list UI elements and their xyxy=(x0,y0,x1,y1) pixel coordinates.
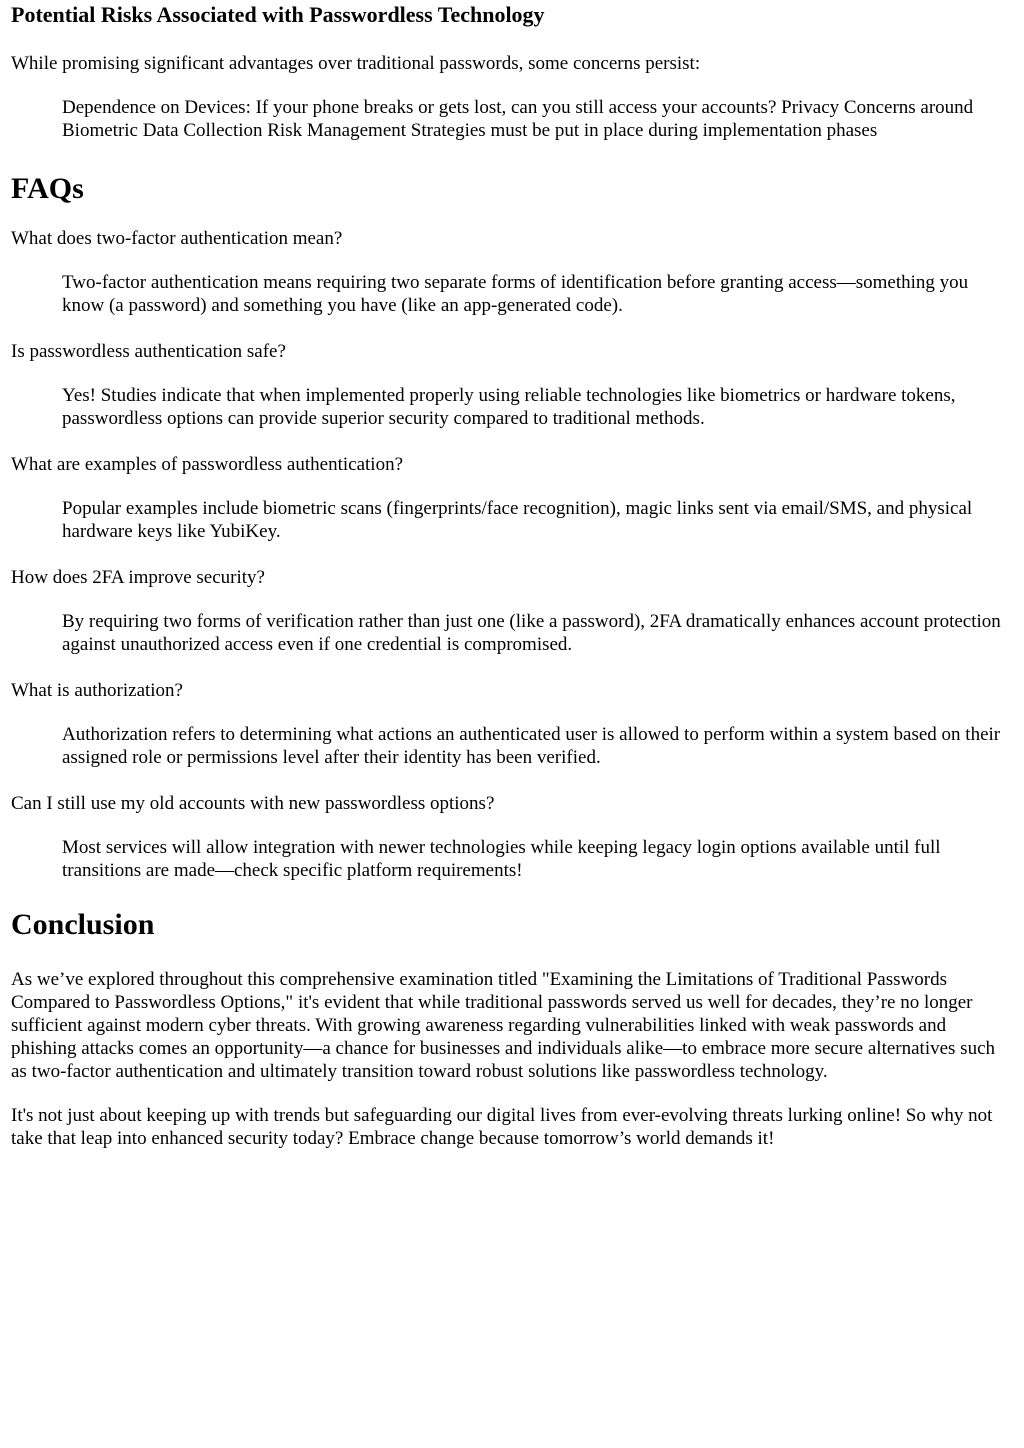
conclusion-paragraph: As we’ve explored throughout this comprehensive examination titled "Examining the Limitations of Traditional Passwords Compared to Passwordless Options," it's evident that while traditional passwords served us well for decades, they’re no longer sufficient against modern cyber threats. With growing awareness regarding vulnerabilities linked with weak passwords and phishing attacks comes an opportunity—a chance for businesses and individuals alike—to embrace more secure alternatives such as two-factor authentication and ultimately transition toward robust solutions like passwordless technology. xyxy=(11,969,996,1082)
faq-answer: Popular examples include biometric scans (fingerprints/face recognition), magic links sent via email/SMS, and physical hardware keys like YubiKey. xyxy=(62,498,973,542)
faq-answer: Authorization refers to determining what actions an authenticated user is allowed to perform within a system based on their assigned role or permissions level after their identity has been verified. xyxy=(62,724,1001,768)
conclusion-section xyxy=(11,908,1013,1150)
faq-question: What does two-factor authentication mean? xyxy=(11,228,343,249)
faq-answer: Yes! Studies indicate that when implemented properly using reliable technologies like biometrics or hardware tokens, passwordless options can provide superior security compared to traditional methods. xyxy=(62,385,956,429)
faq-question: What is authorization? xyxy=(11,680,183,701)
risks-intro: While promising significant advantages over traditional passwords, some concerns persist: xyxy=(11,53,701,74)
faq-question: Is passwordless authentication safe? xyxy=(11,341,286,362)
conclusion-paragraph: It's not just about keeping up with trends but safeguarding our digital lives from ever-evolving threats lurking online! So why not take that leap into enhanced security today? Embrace change because tomorrow’s world demands it! xyxy=(11,1105,993,1149)
risks-blockquote: Dependence on Devices: If your phone breaks or gets lost, can you still access your accounts? Privacy Concerns around Biometric Data Collection Risk Management Strategies must be put in place during implementation phases xyxy=(62,97,974,141)
faq-answer: Two-factor authentication means requiring two separate forms of identification before granting access—something you know (a password) and something you have (like an app-generated code). xyxy=(62,272,969,316)
faq-answer: Most services will allow integration with newer technologies while keeping legacy login options available until full transitions are made—check specific platform requirements! xyxy=(62,837,941,881)
faq-question: How does 2FA improve security? xyxy=(11,567,265,588)
article-page xyxy=(0,2,1024,1150)
faq-section xyxy=(11,172,1013,882)
risks-section xyxy=(11,2,1013,142)
faq-heading: FAQs xyxy=(11,172,84,205)
faq-question: What are examples of passwordless authentication? xyxy=(11,454,403,475)
conclusion-heading: Conclusion xyxy=(11,908,155,941)
risks-heading: Potential Risks Associated with Passwordless Technology xyxy=(11,2,545,27)
faq-answer: By requiring two forms of verification rather than just one (like a password), 2FA dramatically enhances account protection against unauthorized access even if one credential is compromised. xyxy=(62,611,1001,655)
faq-question: Can I still use my old accounts with new passwordless options? xyxy=(11,793,495,814)
